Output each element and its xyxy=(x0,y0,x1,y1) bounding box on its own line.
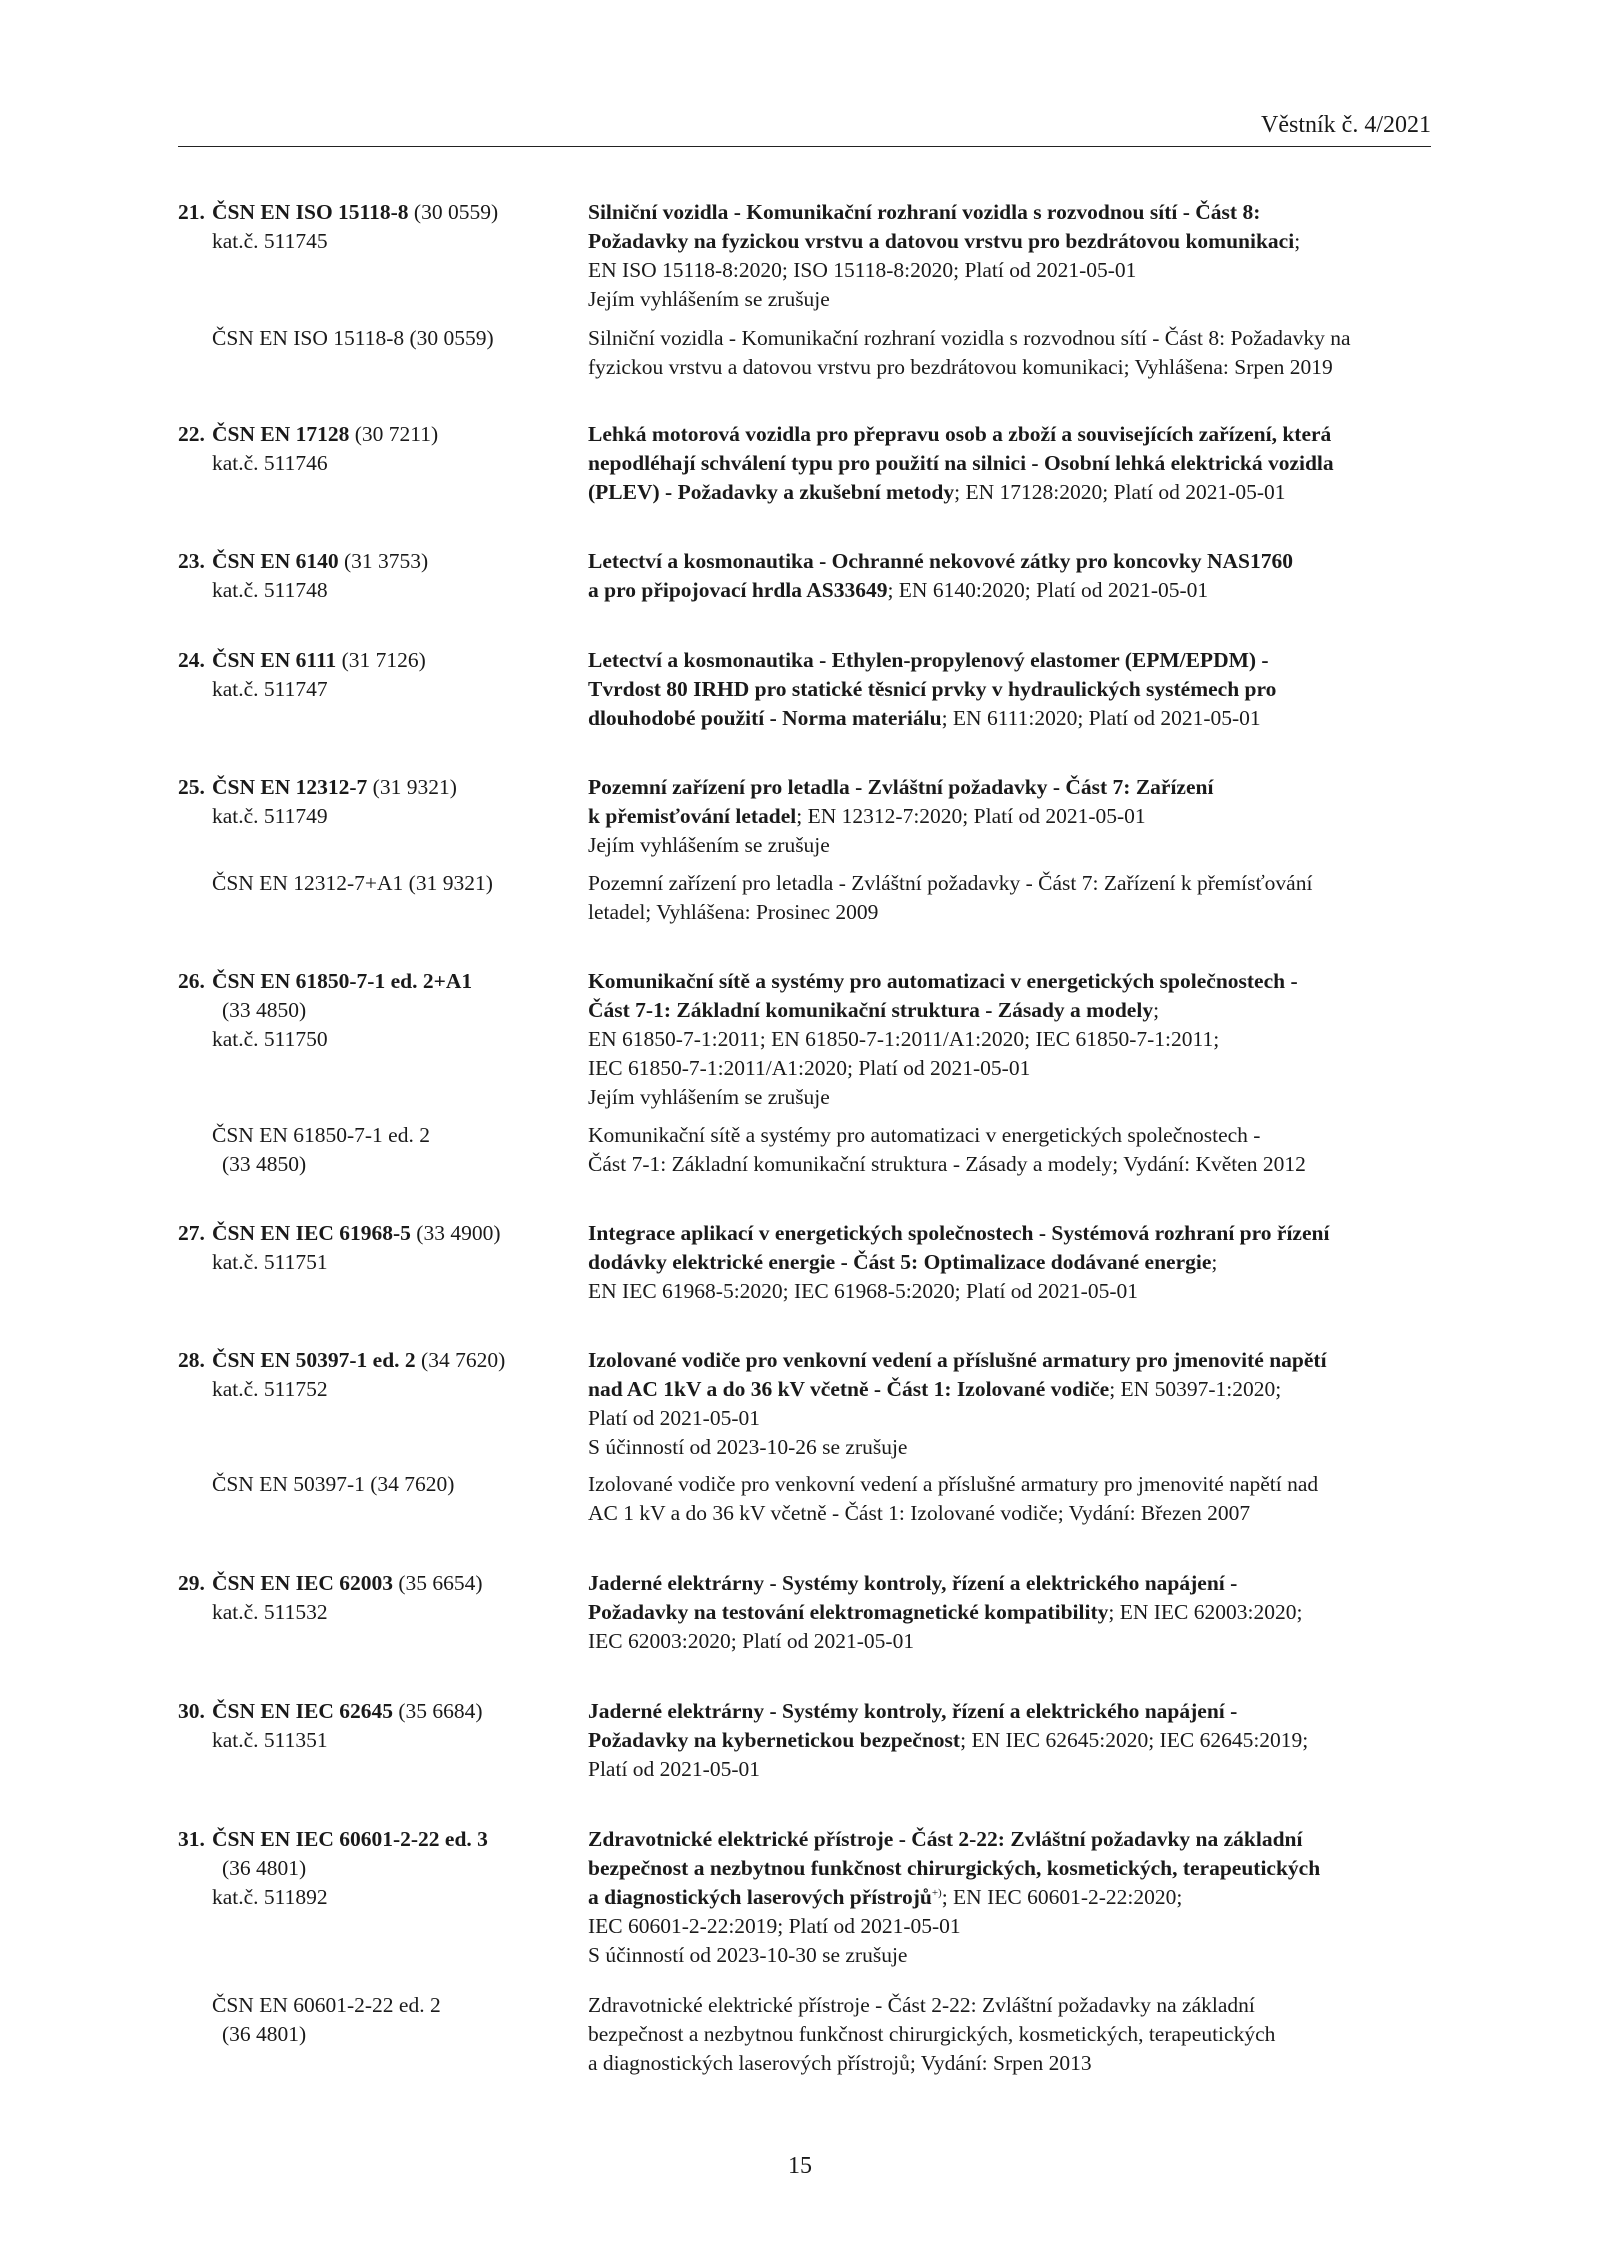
footnote-marker: +) xyxy=(931,1886,942,1899)
entry-number: 21. xyxy=(178,200,205,224)
bulletin-title: Věstník č. 4/2021 xyxy=(1261,112,1431,138)
catalog-number: kat.č. 511745 xyxy=(212,229,328,253)
replaced-code: ČSN EN ISO 15118-8 (30 0559) xyxy=(212,326,494,350)
entry-code-block: 21. ČSN EN ISO 15118-8 (30 0559) kat.č. 511745 xyxy=(178,198,558,256)
entry-description: Silniční vozidla - Komunikační rozhraní vozidla s rozvodnou sítí - Část 8: Požadavky na fyzickou vrstvu a datovou vrstvu pro bezdrátovou komunikaci; EN ISO 15118-8:2020; ISO 15118-8:2020; Platí od 2021-05-01 Jejím vyhlášením se zrušuje xyxy=(588,200,1301,311)
page-number: 15 xyxy=(788,2153,812,2179)
standard-code: ČSN EN ISO 15118-8 xyxy=(212,200,409,224)
page-header xyxy=(178,108,1431,147)
document-page: Věstník č. 4/2021 21. ČSN EN ISO 15118-8 (30 0559) kat.č. 511745 Silniční vozidla - Komunikační rozhraní vozidla s rozvodnou sítí - Část 8: Požadavky na fyzickou vrstvu a datovou vrstvu pro bezdrátovou komunikaci; EN ISO 15118-8:2020; ISO 15118-8:2020; Platí od 2021-05-01 Jejím vyhlášením se zrušuje ČSN EN ISO 15118-8 (30 0559) Silniční vozidla - Komunikační rozhraní vozidla s rozvodnou sítí - Část 8: Požadavky na fyzickou vrstvu a datovou vrstvu pro bezdrátovou komunikaci; Vyhlášena: Srpen 2019 22. ČSN EN 17128 (30 7211) kat.č. 511746 Lehká motorová vozidla pro přepravu osob a zboží a souvisejících zařízení, která nepodléhají schválení typu pro použití na silnici - Osobní lehká elektrická vozidla (PLEV) - Požadavky a zkušební metody; EN 17128:2020; Platí od 2021-05-01 23. ČSN EN 6140 (31 3753) kat.č. 511748 Letectví a kosmonautika - Ochranné nekovové zátky pro koncovky NAS1760 a pro připojovací hrdla AS33649; EN 6140:2020; Platí od 2021-05-01 24. ČSN EN 6111 (31 7126) kat.č. 511747 Letectví a kosmonautika - Ethylen-propylenový elastomer (EPM/EPDM) - Tvrdost 80 IRHD pro statické těsnicí prvky v hydraulických systémech pro dlouhodobé použití - Norma materiálu; EN 6111:2020; Platí od 2021-05-01 25. ČSN EN 12312-7 (31 9321) kat.č. 511749 Pozemní zařízení pro letadla - Zvláštní požadavky - Část 7: Zařízení k přemisťování letadel; EN 12312-7:2020; Platí od 2021-05-01 Jejím vyhlášením se zrušuje ČSN EN 12312-7+A1 (31 9321) Pozemní zařízení pro letadla - Zvláštní požadavky - Část 7: Zařízení k přemísťování letadel; Vyhlášena: Prosinec 2009 26. ČSN EN 61850-7-1 ed. 2+A1 (33 4850) kat.č. 511750 Komunikační sítě a systémy pro automatizaci v energetických společnostech - Část 7-1: Základní komunikační struktura - Zásady a modely; EN 61850-7-1:2011; EN 61850-7-1:2011/A1:2020; IEC 61850-7-1:2011; IEC 61850-7-1:2011/A1:2020; Platí od 2021-05-01 Jejím vyhlášením se zrušuje ČSN EN 61850-7-1 ed. 2 (33 4850) Komunikační sítě a systémy pro automatizaci v energetických společnostech - Část 7-1: Základní komunikační struktura - Zásady a modely; Vydání: Květen 2012 27. ČSN EN IEC 61968-5 (33 4900) kat.č. 511751 Integrace aplikací v energetických společnostech - Systémová rozhraní pro řízení dodávky elektrické energie - Část 5: Optimalizace dodávané energie; EN IEC 61968-5:2020; IEC 61968-5:2020; Platí od 2021-05-01 28. ČSN EN 50397-1 ed. 2 (34 7620) kat.č. 511752 Izolované vodiče pro venkovní vedení a příslušné armatury pro jmenovité napětí nad AC 1kV a do 36 kV včetně - Část 1: Izolované vodiče; EN 50397-1:2020; Platí od 2021-05-01 S účinností od 2023-10-26 se zrušuje ČSN EN 50397-1 (34 7620) Izolované vodiče pro venkovní vedení a příslušné armatury pro jmenovité napětí nad AC 1 kV a do 36 kV včetně - Část 1: Izolované vodiče; Vydání: Březen 2007 29. ČSN EN IEC 62003 (35 6654) kat.č. 511532 Jaderné elektrárny - Systémy kontroly, řízení a elektrického napájení - Požadavky na testování elektromagnetické kompatibility; EN IEC 62003:2020; IEC 62003:2020; Platí od 2021-05-01 30. ČSN EN IEC 62645 (35 6684) kat.č. 511351 Jaderné elektrárny - Systémy kontroly, řízení a elektrického napájení - Požadavky na kybernetickou bezpečnost; EN IEC 62645:2020; IEC 62645:2019; Platí od 2021-05-01 31. ČSN EN IEC 60601-2-22 ed. 3 (36 4801) kat.č. 511892 Zdravotnické elektrické přístroje - Část 2-22: Zvláštní požadavky na základní bezpečnost a nezbytnou funkčnost chirurgických, kosmetických, terapeutických a diagnostických laserových přístrojů+); EN IEC 60601-2-22:2020; IEC 60601-2-22:2019; Platí od 2021-05-01 S účinností od 2023-10-30 se zrušuje ČSN EN 60601-2-22 ed. 2 (36 4801) Zdravotnické elektrické přístroje - Část 2-22: Zvláštní požadavky na základní bezpečnost a nezbytnou funkčnost chirurgických, kosmetických, terapeutických a diagnostických laserových přístrojů; Vydání: Srpen 2013 15 xyxy=(0,0,1600,2263)
